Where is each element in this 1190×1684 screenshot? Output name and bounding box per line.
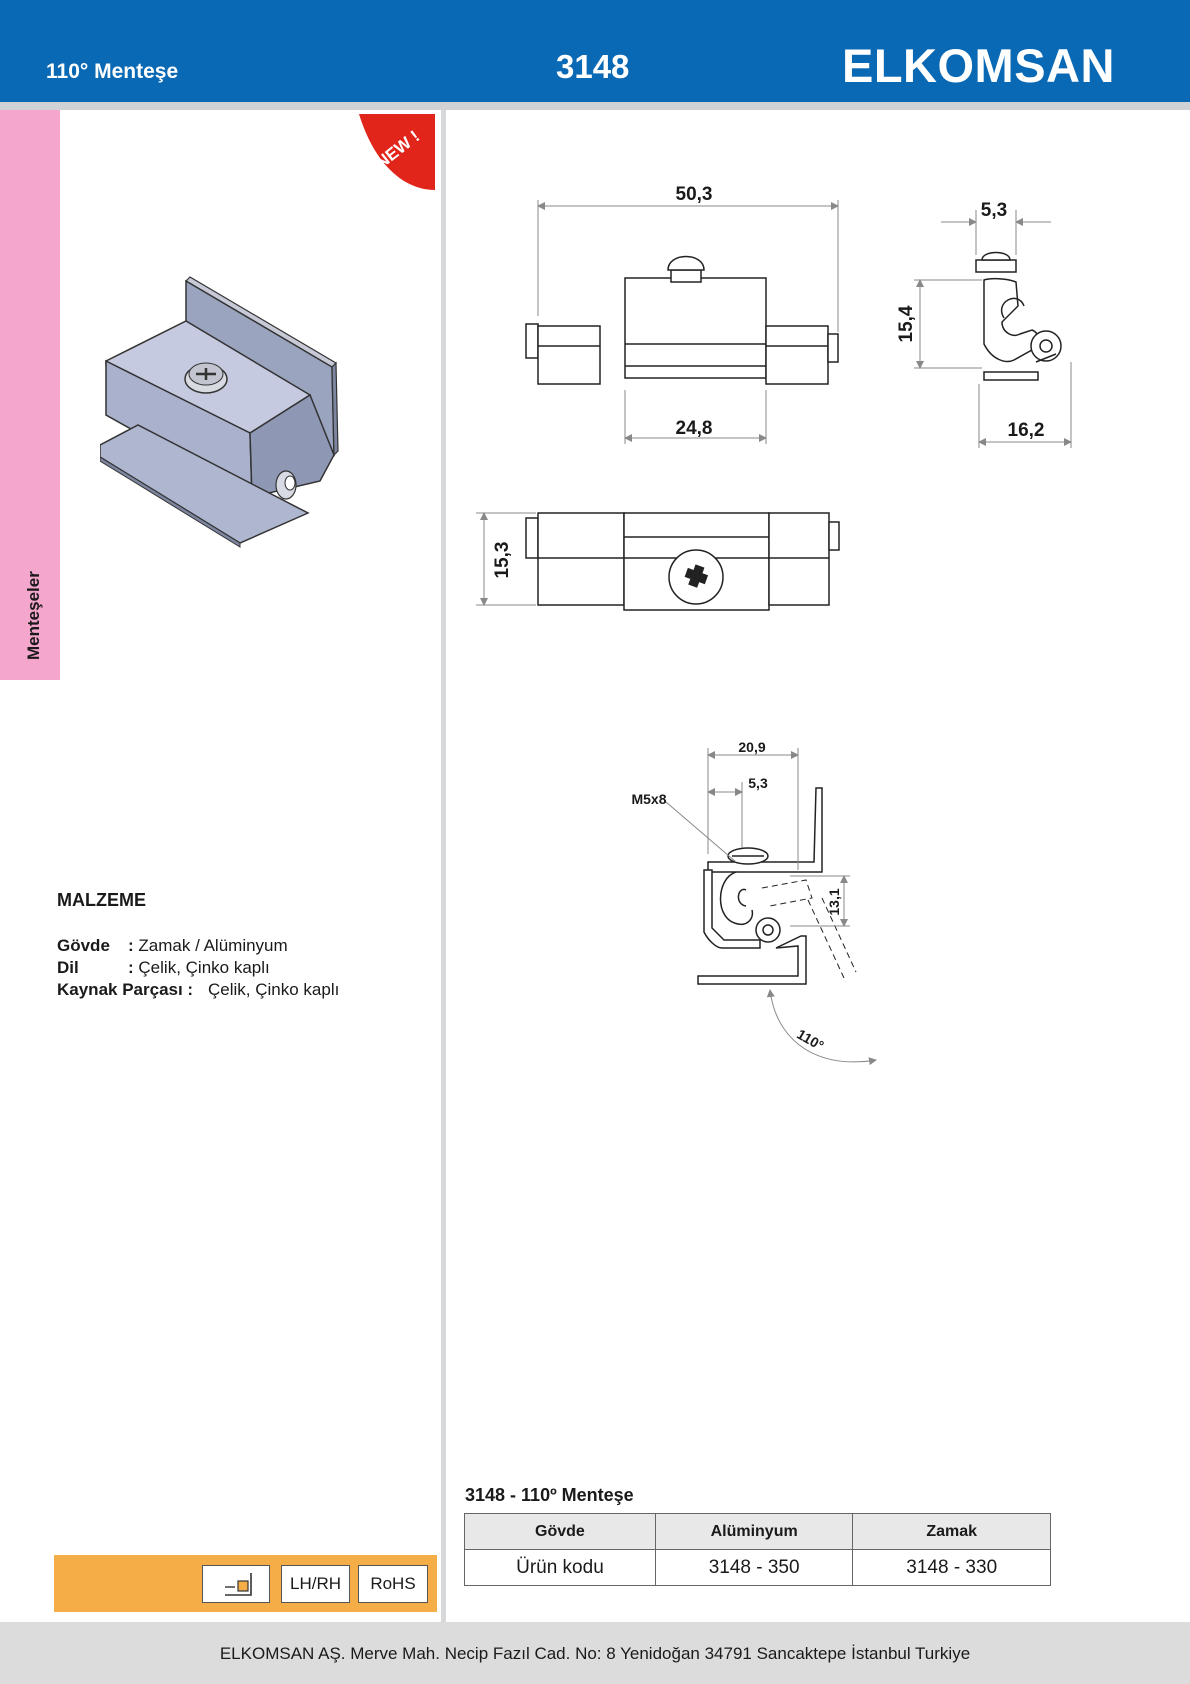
table-row	[465, 1550, 1051, 1586]
page-header	[0, 0, 1190, 102]
dim-screw-size: M5x8	[631, 791, 667, 807]
mounting-type-icon	[202, 1565, 270, 1603]
dim-top-view-height: 15,3	[492, 541, 513, 579]
page-footer	[0, 1622, 1190, 1684]
dim-opening-angle: 110°	[794, 1025, 827, 1054]
new-badge-label: NEW !	[372, 126, 424, 173]
technical-drawings	[446, 110, 1190, 1110]
table-header-row	[465, 1514, 1051, 1550]
dim-section-offset: 5,3	[748, 775, 768, 791]
table-cell: 3148 - 350	[655, 1550, 853, 1586]
table-cell: Ürün kodu	[465, 1550, 656, 1586]
material-row-tongue: Dil : Çelik, Çinko kaplı	[57, 958, 270, 977]
side-category-label: Menteşeler	[24, 571, 43, 660]
table-title: 3148 - 110º Menteşe	[465, 1485, 634, 1505]
dim-overall-width: 50,3	[675, 184, 713, 205]
feature-strip	[54, 1555, 437, 1612]
table-header-cell: Gövde	[465, 1514, 656, 1550]
material-row-weld-part: Kaynak Parçası : Çelik, Çinko kaplı	[57, 980, 340, 999]
table-cell: 3148 - 330	[853, 1550, 1051, 1586]
dim-section-width: 20,9	[738, 739, 766, 755]
rohs-badge: RoHS	[358, 1565, 428, 1603]
brand-logo: ELKOMSAN	[842, 39, 1115, 92]
product-code-table	[464, 1513, 1051, 1586]
dim-body-width: 24,8	[675, 418, 713, 439]
materials-title: MALZEME	[57, 890, 146, 910]
lh-rh-badge: LH/RH	[281, 1565, 350, 1603]
header-subtitle: 110° Menteşe	[46, 60, 179, 83]
dim-side-height: 15,4	[896, 305, 917, 343]
table-header-cell: Zamak	[853, 1514, 1051, 1550]
header-divider	[0, 102, 1190, 110]
table-header-cell: Alüminyum	[655, 1514, 853, 1550]
materials-section	[57, 890, 340, 1001]
dim-side-top: 5,3	[980, 200, 1008, 221]
footer-address: ELKOMSAN AŞ. Merve Mah. Necip Fazıl Cad. No: 8 Yenidoğan 34791 Sancaktepe İstanbul Turkiye	[219, 1644, 971, 1663]
product-isometric-image	[100, 275, 350, 575]
dim-side-bottom: 16,2	[1007, 420, 1045, 441]
material-row-body: Gövde : Zamak / Alüminyum	[57, 936, 288, 955]
header-product-code: 3148	[556, 48, 630, 85]
dim-section-height: 13,1	[826, 888, 842, 916]
new-badge	[347, 114, 435, 190]
